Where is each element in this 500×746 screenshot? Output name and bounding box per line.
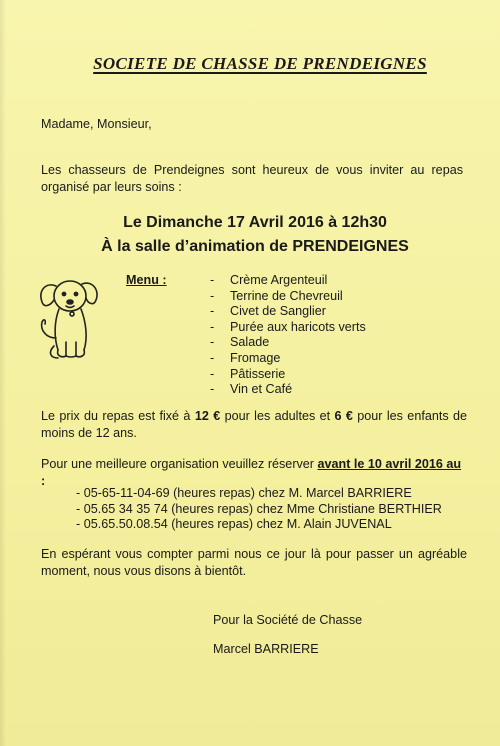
menu-label: Menu : [126, 273, 167, 287]
price-text-1: Le prix du repas est fixé à [41, 409, 195, 423]
menu-item-dash: - [210, 288, 215, 303]
menu-item [210, 335, 366, 351]
event-venue-line: À la salle d’animation de PRENDEIGNES [101, 238, 409, 255]
menu-item-label: Pâtisserie [230, 366, 286, 381]
signature-organization: Pour la Société de Chasse [213, 613, 363, 627]
menu-item [210, 320, 366, 336]
reservation-colon: : [41, 474, 46, 488]
menu-item [210, 304, 366, 320]
price-text-2: pour les adultes et [220, 409, 335, 423]
menu-list [210, 273, 366, 398]
salutation: Madame, Monsieur, [41, 117, 152, 131]
signature-name: Marcel BARRIERE [213, 642, 319, 656]
menu-item [210, 367, 366, 383]
reservation-intro: Pour une meilleure organisation veuillez réserver [41, 457, 318, 471]
reservation-deadline: avant le 10 avril 2016 au [317, 457, 462, 471]
intro-paragraph: Les chasseurs de Prendeignes sont heureux de vous inviter au repas organisé par leurs soins : [41, 163, 463, 194]
contact-item: - 05-65-11-04-69 (heures repas) chez M. Marcel BARRIERE [76, 486, 412, 500]
reservation-paragraph [41, 456, 467, 490]
adult-price: 12 € [194, 409, 221, 423]
page-edge-shadow [0, 0, 6, 746]
menu-item-label: Crème Argenteuil [230, 273, 328, 287]
menu-item-dash: - [210, 335, 215, 350]
contact-item: - 05.65.50.08.54 (heures repas) chez M. Alain JUVENAL [76, 517, 392, 531]
dog-illustration-icon [32, 272, 102, 364]
menu-item-label: Salade [230, 335, 270, 350]
menu-item [210, 351, 366, 367]
menu-item [210, 289, 366, 305]
document-title: SOCIETE DE CHASSE DE PRENDEIGNES [93, 54, 427, 73]
price-paragraph [41, 408, 467, 442]
menu-item-dash: - [210, 382, 215, 397]
menu-item-dash: - [210, 304, 215, 319]
price-text-3: pour les enfants de moins de 12 ans. [41, 409, 467, 440]
child-price: 6 € [334, 409, 353, 423]
menu-item-dash: - [210, 319, 215, 334]
contact-item: - 05.65 34 35 74 (heures repas) chez Mme Christiane BERTHIER [76, 501, 442, 516]
closing-paragraph: En espérant vous compter parmi nous ce jour là pour passer un agréable moment, nous vous disons à bientôt. [41, 547, 467, 578]
contact-list [76, 486, 442, 533]
menu-item-dash: - [210, 273, 215, 287]
menu-item-label: Civet de Sanglier [230, 304, 326, 319]
menu-item-label: Purée aux haricots verts [230, 319, 366, 334]
menu-item-label: Fromage [230, 350, 281, 365]
menu-item [210, 273, 366, 289]
event-date-line: Le Dimanche 17 Avril 2016 à 12h30 [123, 214, 387, 231]
menu-item-dash: - [210, 350, 215, 365]
menu-item [210, 382, 366, 398]
menu-item-dash: - [210, 366, 215, 381]
menu-item-label: Vin et Café [230, 382, 293, 397]
menu-item-label: Terrine de Chevreuil [230, 288, 343, 303]
